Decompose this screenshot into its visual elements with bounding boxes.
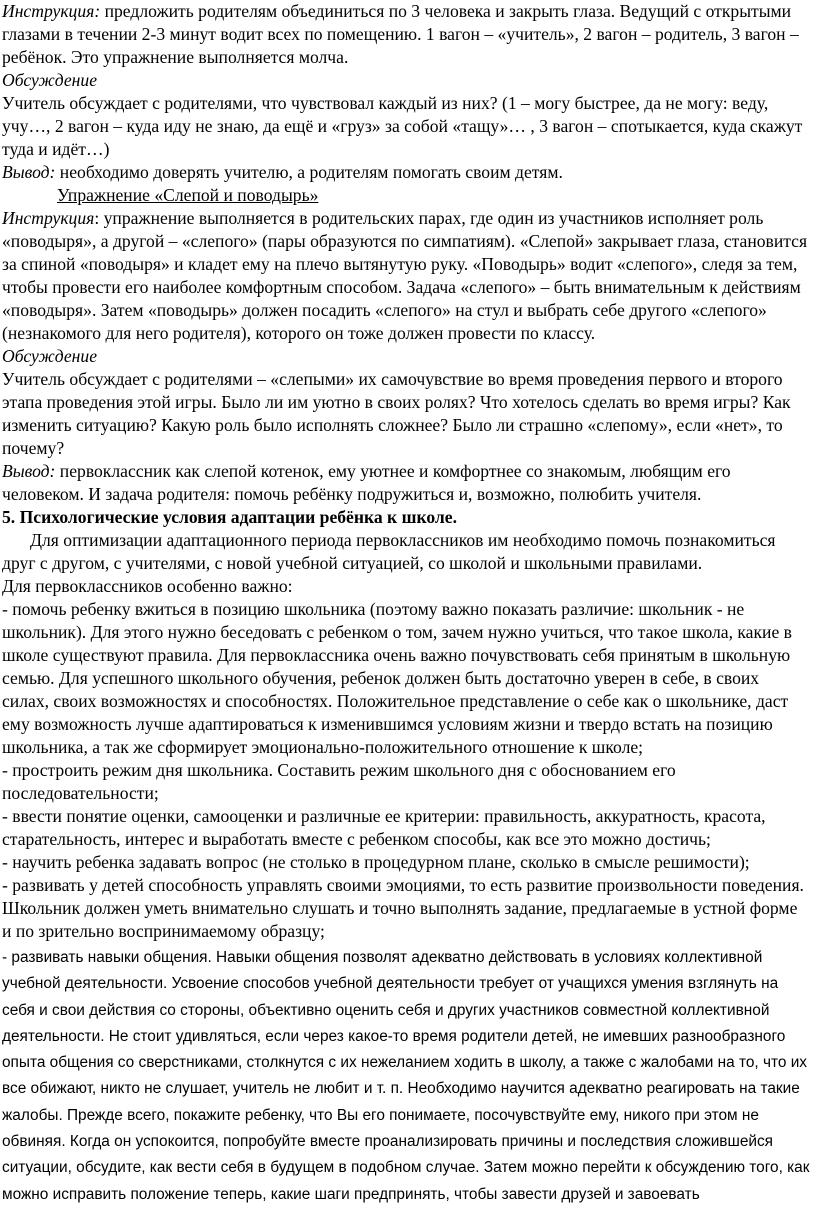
list-item: - ввести понятие оценки, самооценки и различные ее критерии: правильность, аккуратность, красота, старательность, интерес и выработать вместе с ребенком способы, как все это можно достичь; xyxy=(2,806,766,849)
conclusion-label: Вывод: xyxy=(2,162,56,182)
conclusion-label: Вывод: xyxy=(2,461,56,481)
list-item-communication: - развивать навыки общения. Навыки общения позволят адекватно действовать в условиях коллективной учебной деятельности. Усвоение способов учебной деятельности требует от учащихся умения взглянуть на себя и свои действия со стороны, объективно оценить себя и других участников совместной коллективной деятельности. Не стоит удивляться, если через какое-то время родители детей, не имевших разнообразного опыта общения со сверстниками, столкнутся с их нежеланием ходить в школу, а также с жалобами на то, что их все обижают, никто не слушает, учитель не любит и т. п. Необходимо научится адекватно реагировать на такие жалобы. Прежде всего, покажите ребенку, что Вы его понимаете, посочувствуйте ему, никого при этом не обвиняя. Когда он успокоится, попробуйте вместе проанализировать причины и последствия сложившейся ситуации, обсудите, как вести себя в будущем в подобном случае. Затем можно перейти к обсуждению того, как можно исправить положение теперь, какие шаги предпринять, чтобы завести друзей и завоевать xyxy=(2,949,810,1203)
exercise2-discussion-text: Учитель обсуждает с родителями – «слепыми» их самочувствие во время проведения первого и второго этапа проведения этой игры. Было ли им уютно в своих ролях? Что хотелось сделать во время игры? Как изменить ситуацию? Какую роль было исполнять сложнее? Было ли страшно «слепому», если «нет», то почему? xyxy=(2,369,791,458)
exercise1-discussion-text: Учитель обсуждает с родителями, что чувствовал каждый из них? (1 – могу быстрее, да не могу: веду, учу…, 2 вагон – куда иду не знаю, да ещё и «груз» за собой «тащу»… , 3 вагон – спотыкается, куда скажут туда и идёт…) xyxy=(2,93,803,159)
conclusion-text: первоклассник как слепой котенок, ему уютнее и комфортнее со знакомым, любящим его человеком. И задача родителя: помочь ребёнку подружиться и, возможно, полюбить учителя. xyxy=(2,461,731,504)
exercise2-title: Упражнение «Слепой и поводырь» xyxy=(57,185,319,205)
instruction-text: предложить родителям объединиться по 3 человека и закрыть глаза. Ведущий с открытыми глазами в течении 2-3 минут водит всех по помещению. 1 вагон – «учитель», 2 вагон – родитель, 3 вагон – ребёнок. Это упражнение выполняется молча. xyxy=(2,1,799,67)
list-item: - научить ребенка задавать вопрос (не столько в процедурном плане, сколько в смысле решимости); xyxy=(2,852,750,872)
section-title: 5. Психологические условия адаптации ребёнка к школе. xyxy=(2,507,457,527)
list-item: - помочь ребенку вжиться в позицию школьника (поэтому важно показать различие: школьник - не школьник). Для этого нужно беседовать с ребенком о том, зачем нужно учиться, что такое школа, какие в школе существуют правила. Для первоклассника очень важно почувствовать себя принятым в школьную семью. Для успешного школьного обучения, ребенок должен быть достаточно уверен в себе, в своих силах, своих возможностях и способностях. Положительное представление о себе как о школьнике, даст ему возможность лучше адаптироваться к изменившимся условиям жизни и твердо встать на позицию школьника, а так же сформирует эмоционально-положительного отношение к школе; xyxy=(2,599,792,757)
conclusion-text: необходимо доверять учителю, а родителям помогать своим детям. xyxy=(55,162,563,182)
instruction-label: Инструкция: xyxy=(2,1,101,21)
exercise1-discussion-label: Обсуждение xyxy=(2,70,98,90)
instruction-text: : упражнение выполняется в родительских парах, где один из участников исполняет роль «поводыря», а другой – «слепого» (пары образуются по симпатиям). «Слепой» закрывает глаза, становится за спиной «поводыря» и кладет ему на плечо вытянутую руку. «Поводырь» водит «слепого», следя за тем, чтобы провести его наиболее комфортным способом. Задача «слепого» – быть внимательным к действиям «поводыря». Затем «поводырь» должен посадить «слепого» на стул и выбрать себе другого «слепого» (незнакомого для него родителя), которого он тоже должен провести по классу. xyxy=(2,208,808,343)
instruction-label: Инструкция xyxy=(2,208,95,228)
exercise1-instruction xyxy=(2,0,810,69)
exercise1-conclusion xyxy=(2,161,810,184)
section-intro: Для оптимизации адаптационного периода первоклассников им необходимо помочь познакомиться друг с другом, с учителями, с новой учебной ситуацией, со школой и школьными правилами. xyxy=(2,530,776,573)
exercise2-discussion-label: Обсуждение xyxy=(2,346,98,366)
section-lead: Для первоклассников особенно важно: xyxy=(2,576,293,596)
list-item: - простроить режим дня школьника. Составить режим школьного дня с обоснованием его последовательности; xyxy=(2,760,676,803)
exercise2-conclusion xyxy=(2,460,810,506)
exercise2-instruction xyxy=(2,207,810,345)
list-item: - развивать у детей способность управлять своими эмоциями, то есть развитие произвольности поведения. Школьник должен уметь внимательно слушать и точно выполнять задание, предлагаемые в устной форме и по зрительно воспринимаемому образцу; xyxy=(2,875,804,941)
